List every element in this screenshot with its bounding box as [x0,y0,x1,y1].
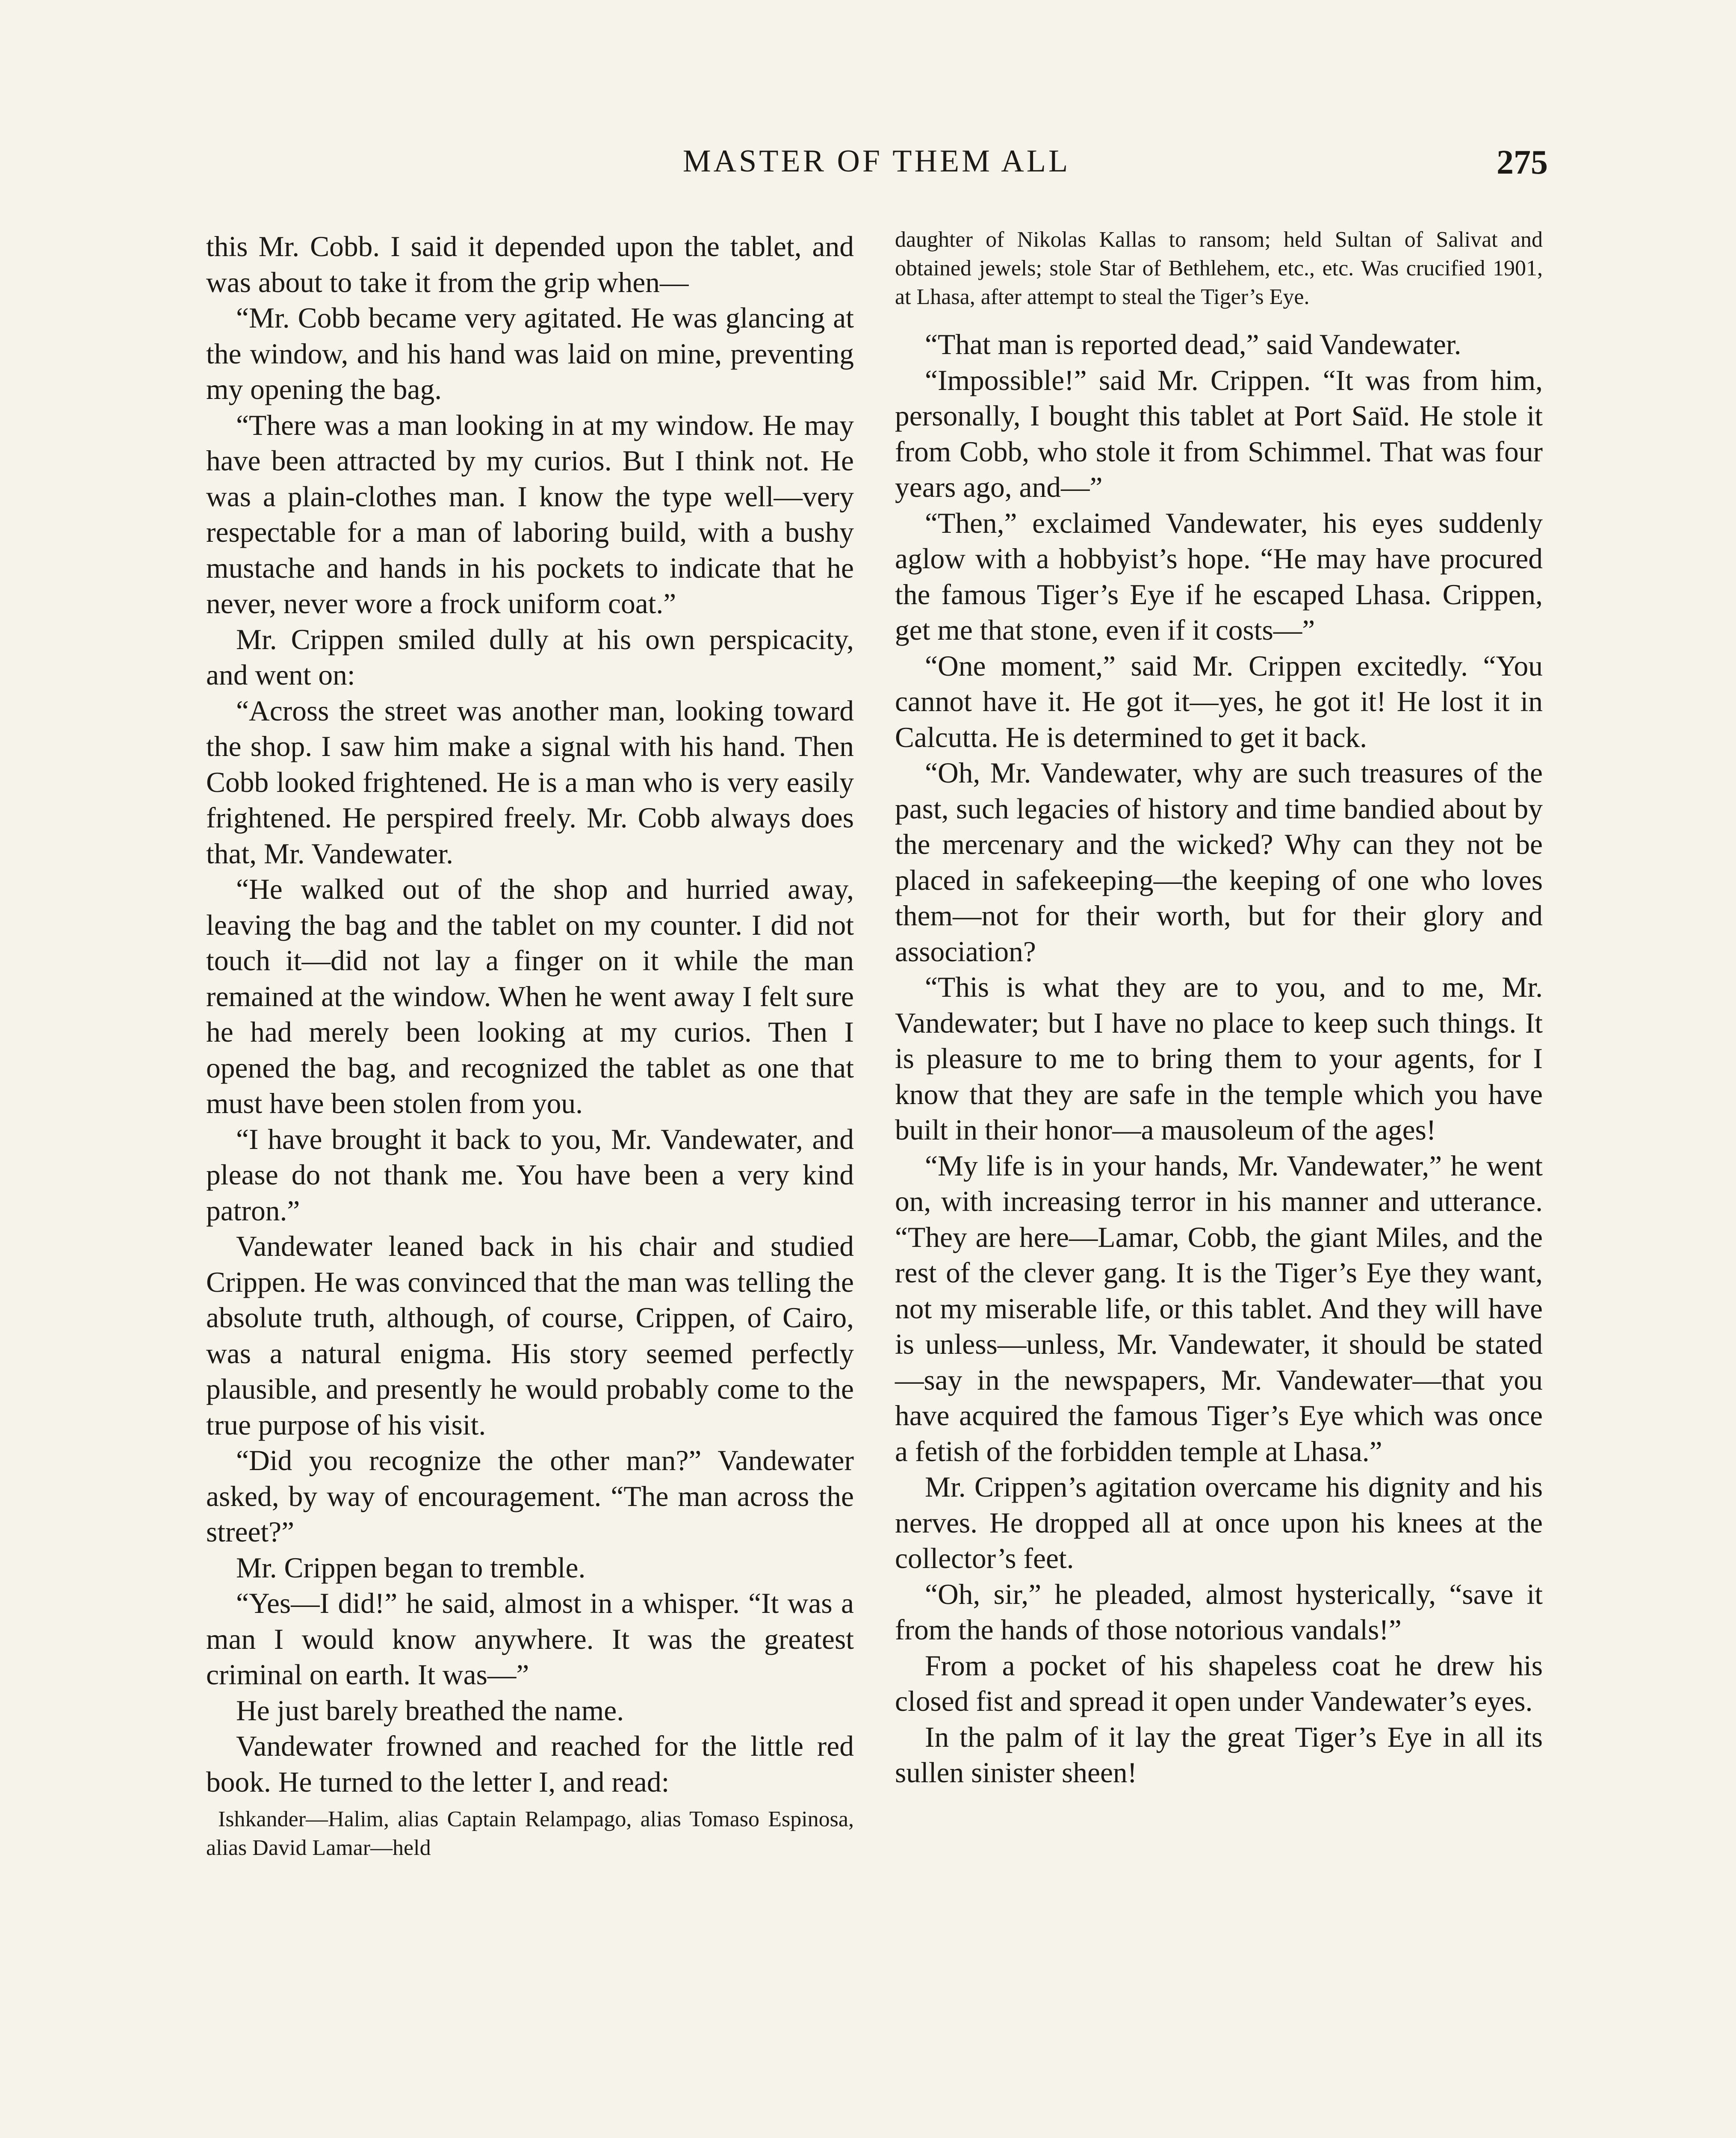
running-title: MASTER OF THEM ALL [682,144,1071,179]
paragraph: Vandewater leaned back in his chair and studied Crippen. He was convinced that the man was telling the absolute truth, although, of course, Crippen, of Cairo, was a natural enigma. His story seemed perfectly plausible, and presently he would probably come to the true purpose of his visit. [206,1230,854,1441]
paragraph: Vandewater frowned and reached for the little red book. He turned to the letter I, and read: [206,1730,854,1798]
paragraph: “Then,” exclaimed Vandewater, his eyes suddenly aglow with a hobbyist’s hope. “He may have procured the famous Tiger’s Eye if he escaped Lhasa. Crippen, get me that stone, even if it costs—” [895,507,1543,646]
page-number: 275 [1497,144,1548,181]
right-column [895,229,1543,1791]
paragraph: “He walked out of the shop and hurried away, leaving the bag and the tablet on my counter. I did not touch it—did not lay a finger on it while the man remained at the window. When he went away I felt sure he had merely been looking at my curios. Then I opened the bag, and recognized the tablet as one that must have been stolen from you. [206,873,854,1119]
paragraph: Mr. Crippen’s agitation overcame his dignity and his nerves. He dropped all at once upon his knees at the collector’s feet. [895,1471,1543,1574]
record-entry: Ishkander—Halim, alias Captain Relampago, alias Tomaso Espinosa, alias David Lamar—held [206,1807,854,1860]
paragraph: “Across the street was another man, looking toward the shop. I saw him make a signal with his hand. Then Cobb looked frightened. He is a man who is very easily frightened. He perspired freely. Mr. Cobb always does that, Mr. Vandewater. [206,694,854,870]
left-column [206,229,854,1868]
record-entry-continued: daughter of Nikolas Kallas to ransom; held Sultan of Salivat and obtained jewels; stole Star of Bethlehem, etc., etc. Was crucified 1901, at Lhasa, after attempt to steal the Tiger’s Eye. [895,227,1543,309]
paragraph: From a pocket of his shapeless coat he drew his closed fist and spread it open under Vandewater’s eyes. [895,1649,1543,1717]
paragraph: “Oh, sir,” he pleaded, almost hysterically, “save it from the hands of those notorious vandals!” [895,1578,1543,1646]
paragraph: “My life is in your hands, Mr. Vandewater,” he went on, with increasing terror in his manner and utterance. “They are here—Lamar, Cobb, the giant Miles, and the rest of the clever gang. It is the Tiger’s Eye they want, not my miserable life, or this tablet. And they will have is unless—unless, Mr. Vandewater, it should be stated—say in the newspapers, Mr. Vandewater—that you have acquired the famous Tiger’s Eye which was once a fetish of the forbidden temple at Lhasa.” [895,1149,1543,1468]
paragraph: “There was a man looking in at my window. He may have been attracted by my curios. But I think not. He was a plain-clothes man. I know the type well—very respectable for a man of laboring build, with a bushy mustache and hands in his pockets to indicate that he never, never wore a frock uniform coat.” [206,409,854,620]
paragraph: “That man is reported dead,” said Vandewater. [925,328,1461,360]
paragraph: “Did you recognize the other man?” Vandewater asked, by way of encouragement. “The man across the street?” [206,1444,854,1548]
paragraph: “Impossible!” said Mr. Crippen. “It was from him, personally, I bought this tablet at Port Saïd. He stole it from Cobb, who stole it from Schimmel. That was four years ago, and—” [895,364,1543,503]
paragraph: Mr. Crippen began to tremble. [236,1551,586,1584]
running-head [205,143,1548,190]
paragraph: “Mr. Cobb became very agitated. He was glancing at the window, and his hand was laid on mine, preventing my opening the bag. [206,302,854,405]
paragraph: this Mr. Cobb. I said it depended upon the tablet, and was about to take it from the grip when— [206,230,854,298]
paragraph: “Yes—I did!” he said, almost in a whisper. “It was a man I would know anywhere. It was the greatest criminal on earth. It was—” [206,1587,854,1691]
paragraph: “One moment,” said Mr. Crippen excitedly. “You cannot have it. He got it—yes, he got it! He lost it in Calcutta. He is determined to get it back. [895,650,1543,753]
paragraph: Mr. Crippen smiled dully at his own perspicacity, and went on: [206,623,854,691]
paragraph: In the palm of it lay the great Tiger’s Eye in all its sullen sinister sheen! [895,1721,1543,1789]
paragraph: “Oh, Mr. Vandewater, why are such treasures of the past, such legacies of history and time bandied about by the mercenary and the wicked? Why can they not be placed in safekeeping—the keeping of one who loves them—not for their worth, but for their glory and association? [895,757,1543,968]
paragraph: “This is what they are to you, and to me, Mr. Vandewater; but I have no place to keep such things. It is pleasure to me to bring them to your agents, for I know that they are safe in the temple which you have built in their honor—a mausoleum of the ages! [895,971,1543,1146]
paragraph: He just barely breathed the name. [236,1694,624,1727]
paragraph: “I have brought it back to you, Mr. Vandewater, and please do not thank me. You have been a very kind patron.” [206,1123,854,1227]
